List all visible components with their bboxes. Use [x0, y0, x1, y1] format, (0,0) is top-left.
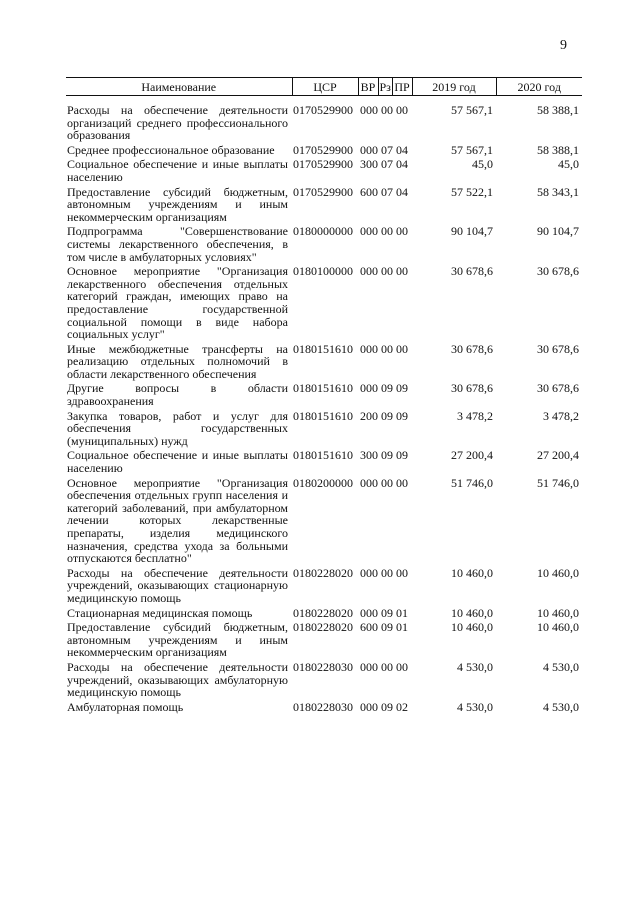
row-vr-rz-pr: 200 09 09	[360, 408, 408, 423]
row-name: Расходы на обеспечение деятельности учреждений, оказывающих амбулаторную медицинскую помощь	[67, 659, 288, 700]
row-name: Стационарная медицинская помощь	[67, 605, 253, 620]
row-2019: 10 460,0	[451, 620, 493, 635]
row-2019: 57 567,1	[451, 142, 493, 157]
header-vr: ВР	[358, 78, 378, 96]
row-2020: 58 343,1	[537, 184, 579, 199]
row-2019: 4 530,0	[457, 659, 493, 674]
row-vr-rz-pr: 000 07 04	[360, 142, 408, 157]
row-2019: 57 567,1	[451, 103, 493, 117]
row-name: Предоставление субсидий бюджетным, автономным учреждениям и иным некоммерческим организациям	[67, 184, 288, 224]
row-csr: 0170529900	[293, 142, 353, 157]
row-2019: 45,0	[472, 157, 493, 172]
row-name: Предоставление субсидий бюджетным, автономным учреждениям и иным некоммерческим организациям	[67, 620, 288, 660]
row-2019: 10 460,0	[451, 565, 493, 580]
row-2019: 57 522,1	[451, 184, 493, 199]
row-2019: 90 104,7	[451, 224, 493, 239]
row-csr: 0180151610	[293, 448, 353, 463]
row-csr: 0170529900	[293, 184, 353, 199]
header-name: Наименование	[66, 78, 292, 96]
row-name: Расходы на обеспечение деятельности учреждений, оказывающих стационарную медицинскую помощь	[67, 565, 288, 605]
row-vr-rz-pr: 300 09 09	[360, 448, 408, 463]
row-csr: 0170529900	[293, 103, 353, 117]
row-name: Основное мероприятие "Организация лекарственного обеспечения отдельных категорий граждан, имеющих право на предоставление государственной социальной помощи в виде набора социальных услуг"	[67, 264, 288, 342]
table-row	[66, 410, 582, 450]
row-vr-rz-pr: 000 00 00	[360, 565, 408, 580]
row-csr: 0180151610	[293, 381, 353, 396]
row-name: Социальное обеспечение и иные выплаты населению	[67, 157, 288, 184]
header-2020: 2020 год	[496, 78, 582, 96]
table-row	[66, 158, 582, 185]
table-row	[66, 96, 582, 144]
row-2019: 30 678,6	[451, 264, 493, 279]
row-2019: 30 678,6	[451, 341, 493, 356]
table-row	[66, 186, 582, 226]
row-name: Расходы на обеспечение деятельности организаций среднего профессионального образования	[67, 103, 288, 143]
budget-table	[66, 77, 582, 715]
row-csr: 0180228030	[293, 659, 353, 674]
row-csr: 0170529900	[293, 157, 353, 172]
row-2020: 51 746,0	[537, 475, 579, 490]
table-row	[66, 343, 582, 383]
row-vr-rz-pr: 000 00 00	[360, 659, 408, 674]
row-2019: 27 200,4	[451, 448, 493, 463]
table-body	[66, 96, 582, 716]
row-name: Иные межбюджетные трансферты на реализацию отдельных полномочий в области лекарственного обеспечения	[67, 341, 288, 381]
row-vr-rz-pr: 000 09 01	[360, 605, 408, 620]
row-name: Подпрограмма "Совершенствование системы лекарственного обеспечения, в том числе в амбулаторных условиях"	[67, 224, 288, 264]
row-csr: 0180200000	[293, 475, 353, 490]
row-csr: 0180228020	[293, 565, 353, 580]
table-row	[66, 567, 582, 607]
row-2019: 10 460,0	[451, 605, 493, 620]
row-vr-rz-pr: 600 07 04	[360, 184, 408, 199]
row-vr-rz-pr: 000 00 00	[360, 264, 408, 279]
row-2020: 4 530,0	[543, 659, 579, 674]
row-2020: 10 460,0	[537, 565, 579, 580]
row-2020: 58 388,1	[537, 142, 579, 157]
row-name: Основное мероприятие "Организация обеспечения отдельных групп населения и категорий заболеваний, при амбулаторном лечении которых лекарственные препараты, изделия медицинского назначения, средства ухода за больными отпускаются бесплатно"	[67, 475, 288, 566]
table-row	[66, 621, 582, 661]
table-row	[66, 701, 582, 716]
header-rz: Рз	[378, 78, 392, 96]
row-vr-rz-pr: 300 07 04	[360, 157, 408, 172]
row-name: Среднее профессиональное образование	[67, 142, 275, 157]
row-name: Амбулаторная помощь	[67, 699, 184, 714]
row-vr-rz-pr: 000 00 00	[360, 341, 408, 356]
table-header	[66, 78, 582, 96]
row-2020: 10 460,0	[537, 620, 579, 635]
row-2020: 10 460,0	[537, 605, 579, 620]
table-row	[66, 265, 582, 343]
row-vr-rz-pr: 000 00 00	[360, 103, 408, 117]
row-2020: 27 200,4	[537, 448, 579, 463]
row-csr: 0180100000	[293, 264, 353, 279]
row-2020: 90 104,7	[537, 224, 579, 239]
row-2020: 3 478,2	[543, 408, 579, 423]
row-vr-rz-pr: 000 09 09	[360, 381, 408, 396]
row-vr-rz-pr: 000 00 00	[360, 224, 408, 239]
row-2020: 30 678,6	[537, 341, 579, 356]
table-row	[66, 382, 582, 409]
row-csr: 0180228020	[293, 605, 353, 620]
row-vr-rz-pr: 600 09 01	[360, 620, 408, 635]
row-2020: 45,0	[558, 157, 579, 172]
table-row	[66, 661, 582, 701]
row-2020: 30 678,6	[537, 381, 579, 396]
page-number: 9	[560, 38, 567, 53]
row-name: Другие вопросы в области здравоохранения	[67, 381, 288, 409]
row-2019: 51 746,0	[451, 475, 493, 490]
header-pr: ПР	[392, 78, 412, 96]
row-csr: 0180228030	[293, 699, 353, 714]
row-name: Закупка товаров, работ и услуг для обеспечения государственных (муниципальных) нужд	[67, 408, 288, 448]
row-2019: 4 530,0	[457, 699, 493, 714]
header-row	[66, 78, 582, 96]
table-row	[66, 144, 582, 159]
row-vr-rz-pr: 000 09 02	[360, 699, 408, 714]
row-2020: 58 388,1	[537, 103, 579, 117]
header-csr: ЦСР	[292, 78, 358, 96]
header-2019: 2019 год	[412, 78, 496, 96]
table-row	[66, 449, 582, 476]
row-csr: 0180151610	[293, 341, 353, 356]
row-csr: 0180000000	[293, 224, 353, 239]
table-row	[66, 477, 582, 567]
row-2019: 3 478,2	[457, 408, 493, 423]
row-2020: 30 678,6	[537, 264, 579, 279]
table-row	[66, 607, 582, 622]
row-csr: 0180228020	[293, 620, 353, 635]
row-2020: 4 530,0	[543, 699, 579, 714]
table-row	[66, 225, 582, 265]
row-vr-rz-pr: 000 00 00	[360, 475, 408, 490]
row-2019: 30 678,6	[451, 381, 493, 396]
row-name: Социальное обеспечение и иные выплаты населению	[67, 448, 288, 476]
row-csr: 0180151610	[293, 408, 353, 423]
